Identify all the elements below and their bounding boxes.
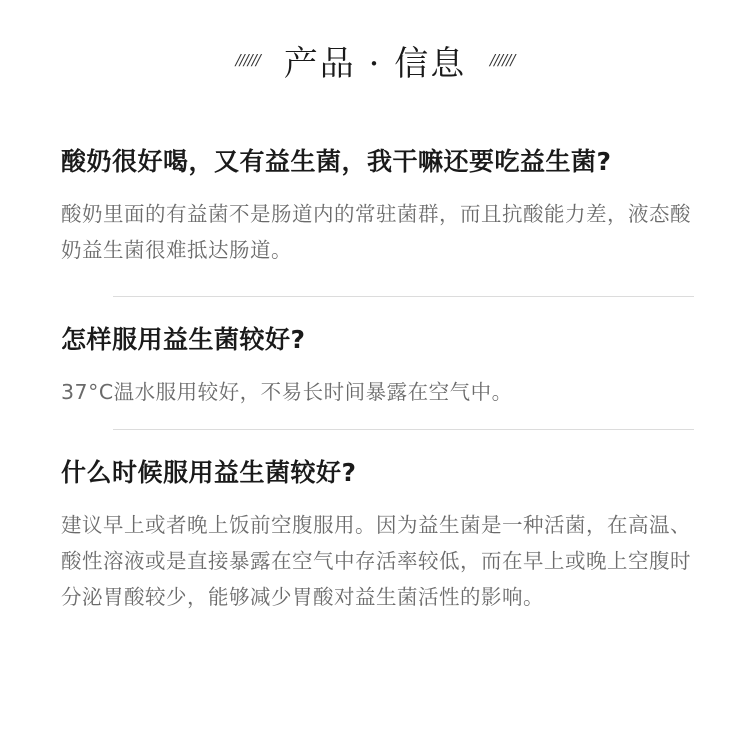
page-title: 产品 · 信息 xyxy=(283,43,467,84)
divider xyxy=(113,429,694,430)
faq-question: 怎样服用益生菌较好? xyxy=(61,325,306,354)
faq-answer: 37°C温水服用较好，不易长时间暴露在空气中。 xyxy=(61,380,513,404)
faq-item xyxy=(61,145,701,268)
faq-question: 酸奶很好喝，又有益生菌，我干嘛还要吃益生菌? xyxy=(61,147,612,176)
faq-item xyxy=(61,456,701,615)
faq-item xyxy=(61,323,701,410)
divider xyxy=(113,296,694,297)
faq-answer: 酸奶里面的有益菌不是肠道内的常驻菌群，而且抗酸能力差，液态酸奶益生菌很难抵达肠道。 xyxy=(61,202,691,262)
decorative-slashes-right: ////// xyxy=(490,51,515,69)
decorative-slashes-left: ////// xyxy=(235,51,260,69)
header xyxy=(0,32,750,88)
faq-question: 什么时候服用益生菌较好? xyxy=(61,458,357,487)
faq-answer: 建议早上或者晚上饭前空腹服用。因为益生菌是一种活菌，在高温、酸性溶液或是直接暴露在空气中存活率较低，而在早上或晚上空腹时分泌胃酸较少，能够减少胃酸对益生菌活性的影响。 xyxy=(61,513,691,609)
